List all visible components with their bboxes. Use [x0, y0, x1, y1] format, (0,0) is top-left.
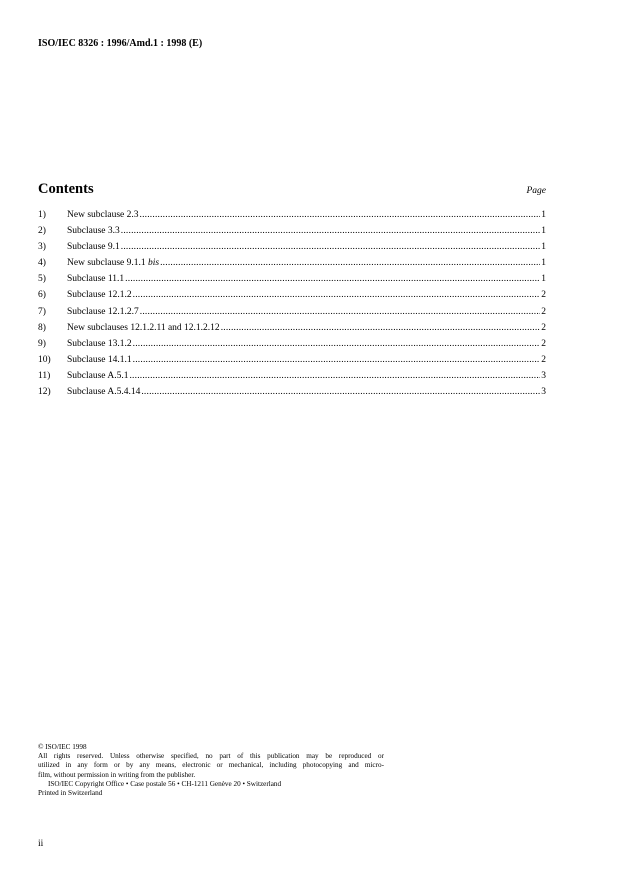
- toc-leader-dots: [133, 339, 541, 349]
- toc-leader-dots: [125, 274, 540, 284]
- toc-entry-number: 8): [38, 322, 46, 333]
- toc-entry-number: 2): [38, 226, 46, 237]
- toc-entry-page: 2: [541, 354, 546, 365]
- toc-entry-number: 9): [38, 338, 46, 349]
- toc-entry[interactable]: [38, 339, 546, 355]
- toc-entry-label: Subclause 13.1.2: [67, 338, 132, 349]
- toc-entry-label: Subclause 11.1: [67, 274, 125, 285]
- toc-entry[interactable]: [38, 290, 546, 306]
- toc-leader-dots: [121, 242, 540, 252]
- toc-entry-label-text: New subclause 9.1.1: [67, 258, 148, 269]
- toc-entry-number: 3): [38, 242, 46, 253]
- toc-entry-page: 3: [541, 387, 546, 398]
- toc-leader-dots: [221, 323, 541, 333]
- toc-entry-label-italic: bis: [148, 258, 160, 269]
- toc-entry[interactable]: [38, 355, 546, 371]
- toc-entry-label: [67, 258, 159, 268]
- toc-leader-dots: [129, 371, 540, 381]
- contents-heading: [38, 181, 546, 198]
- toc-leader-dots: [121, 226, 540, 236]
- copyright-line: © ISO/IEC 1998: [38, 743, 87, 751]
- copyright-notice: [38, 743, 384, 798]
- toc-entry-number: 1): [38, 210, 46, 220]
- toc-entry-number: 11): [38, 370, 51, 381]
- toc-entry-page: 1: [541, 210, 546, 220]
- printed-in-text: Printed in Switzerland: [38, 789, 103, 798]
- copyright-rights-text: film, without permission in writing from the publisher.: [38, 770, 196, 779]
- toc-entry[interactable]: [38, 387, 546, 403]
- toc-entry-page: 2: [541, 290, 546, 301]
- toc-entry-label: Subclause A.5.1: [67, 370, 129, 381]
- toc-leader-dots: [133, 290, 541, 300]
- document-header: ISO/IEC 8326 : 1996/Amd.1 : 1998 (E): [38, 38, 203, 49]
- page-number: ii: [38, 839, 44, 849]
- toc-leader-dots: [140, 307, 540, 317]
- toc-entry[interactable]: [38, 226, 546, 242]
- toc-entry-page: 3: [541, 370, 546, 381]
- toc-entry-page: 1: [541, 226, 546, 237]
- toc-leader-dots: [133, 355, 541, 365]
- toc-entry-number: 12): [38, 387, 51, 398]
- toc-leader-dots: [141, 387, 540, 397]
- toc-entry[interactable]: [38, 307, 546, 323]
- toc-entry-label: Subclause 12.1.2.7: [67, 306, 139, 317]
- contents-title: Contents: [38, 181, 94, 197]
- copyright-rights-text: All rights reserved. Unless otherwise specified, no part of this publication may be reproduced or: [38, 752, 384, 761]
- toc-leader-dots: [160, 258, 540, 268]
- toc-entry[interactable]: [38, 371, 546, 387]
- toc-entry-label: Subclause 12.1.2: [67, 290, 132, 301]
- toc-entry-page: 1: [541, 274, 546, 285]
- toc-entry-page: 2: [541, 322, 546, 333]
- copyright-rights-text: utilized in any form or by any means, electronic or mechanical, including photocopying and micro-: [38, 761, 384, 770]
- toc-entry-number: 5): [38, 274, 46, 285]
- toc-entry-page: 2: [541, 338, 546, 349]
- toc-entry-page: 1: [541, 242, 546, 253]
- toc-leader-dots: [140, 210, 541, 220]
- toc-entry-number: 6): [38, 290, 46, 301]
- toc-entry-page: 2: [541, 306, 546, 317]
- toc-entry-label: New subclauses 12.1.2.11 and 12.1.2.12: [67, 322, 220, 333]
- toc-entry-label: New subclause 2.3: [67, 210, 139, 220]
- toc-entry[interactable]: [38, 323, 546, 339]
- toc-entry-label: Subclause 9.1: [67, 242, 120, 253]
- toc-entry-label: Subclause 3.3: [67, 226, 120, 237]
- toc-entry-number: 10): [38, 354, 51, 365]
- toc-entry[interactable]: [38, 258, 546, 274]
- toc-entry-number: 7): [38, 306, 46, 317]
- contents-list: [38, 210, 546, 403]
- toc-entry-label: Subclause A.5.4.14: [67, 387, 141, 398]
- toc-entry[interactable]: [38, 242, 546, 258]
- toc-entry[interactable]: [38, 210, 546, 226]
- page-column-header: Page: [526, 186, 546, 196]
- toc-entry-label: Subclause 14.1.1: [67, 354, 132, 365]
- toc-entry-page: 1: [541, 258, 546, 269]
- toc-entry[interactable]: [38, 274, 546, 290]
- toc-entry-number: 4): [38, 258, 46, 269]
- copyright-office-address: ISO/IEC Copyright Office • Case postale 56 • CH-1211 Genève 20 • Switzerland: [48, 779, 282, 788]
